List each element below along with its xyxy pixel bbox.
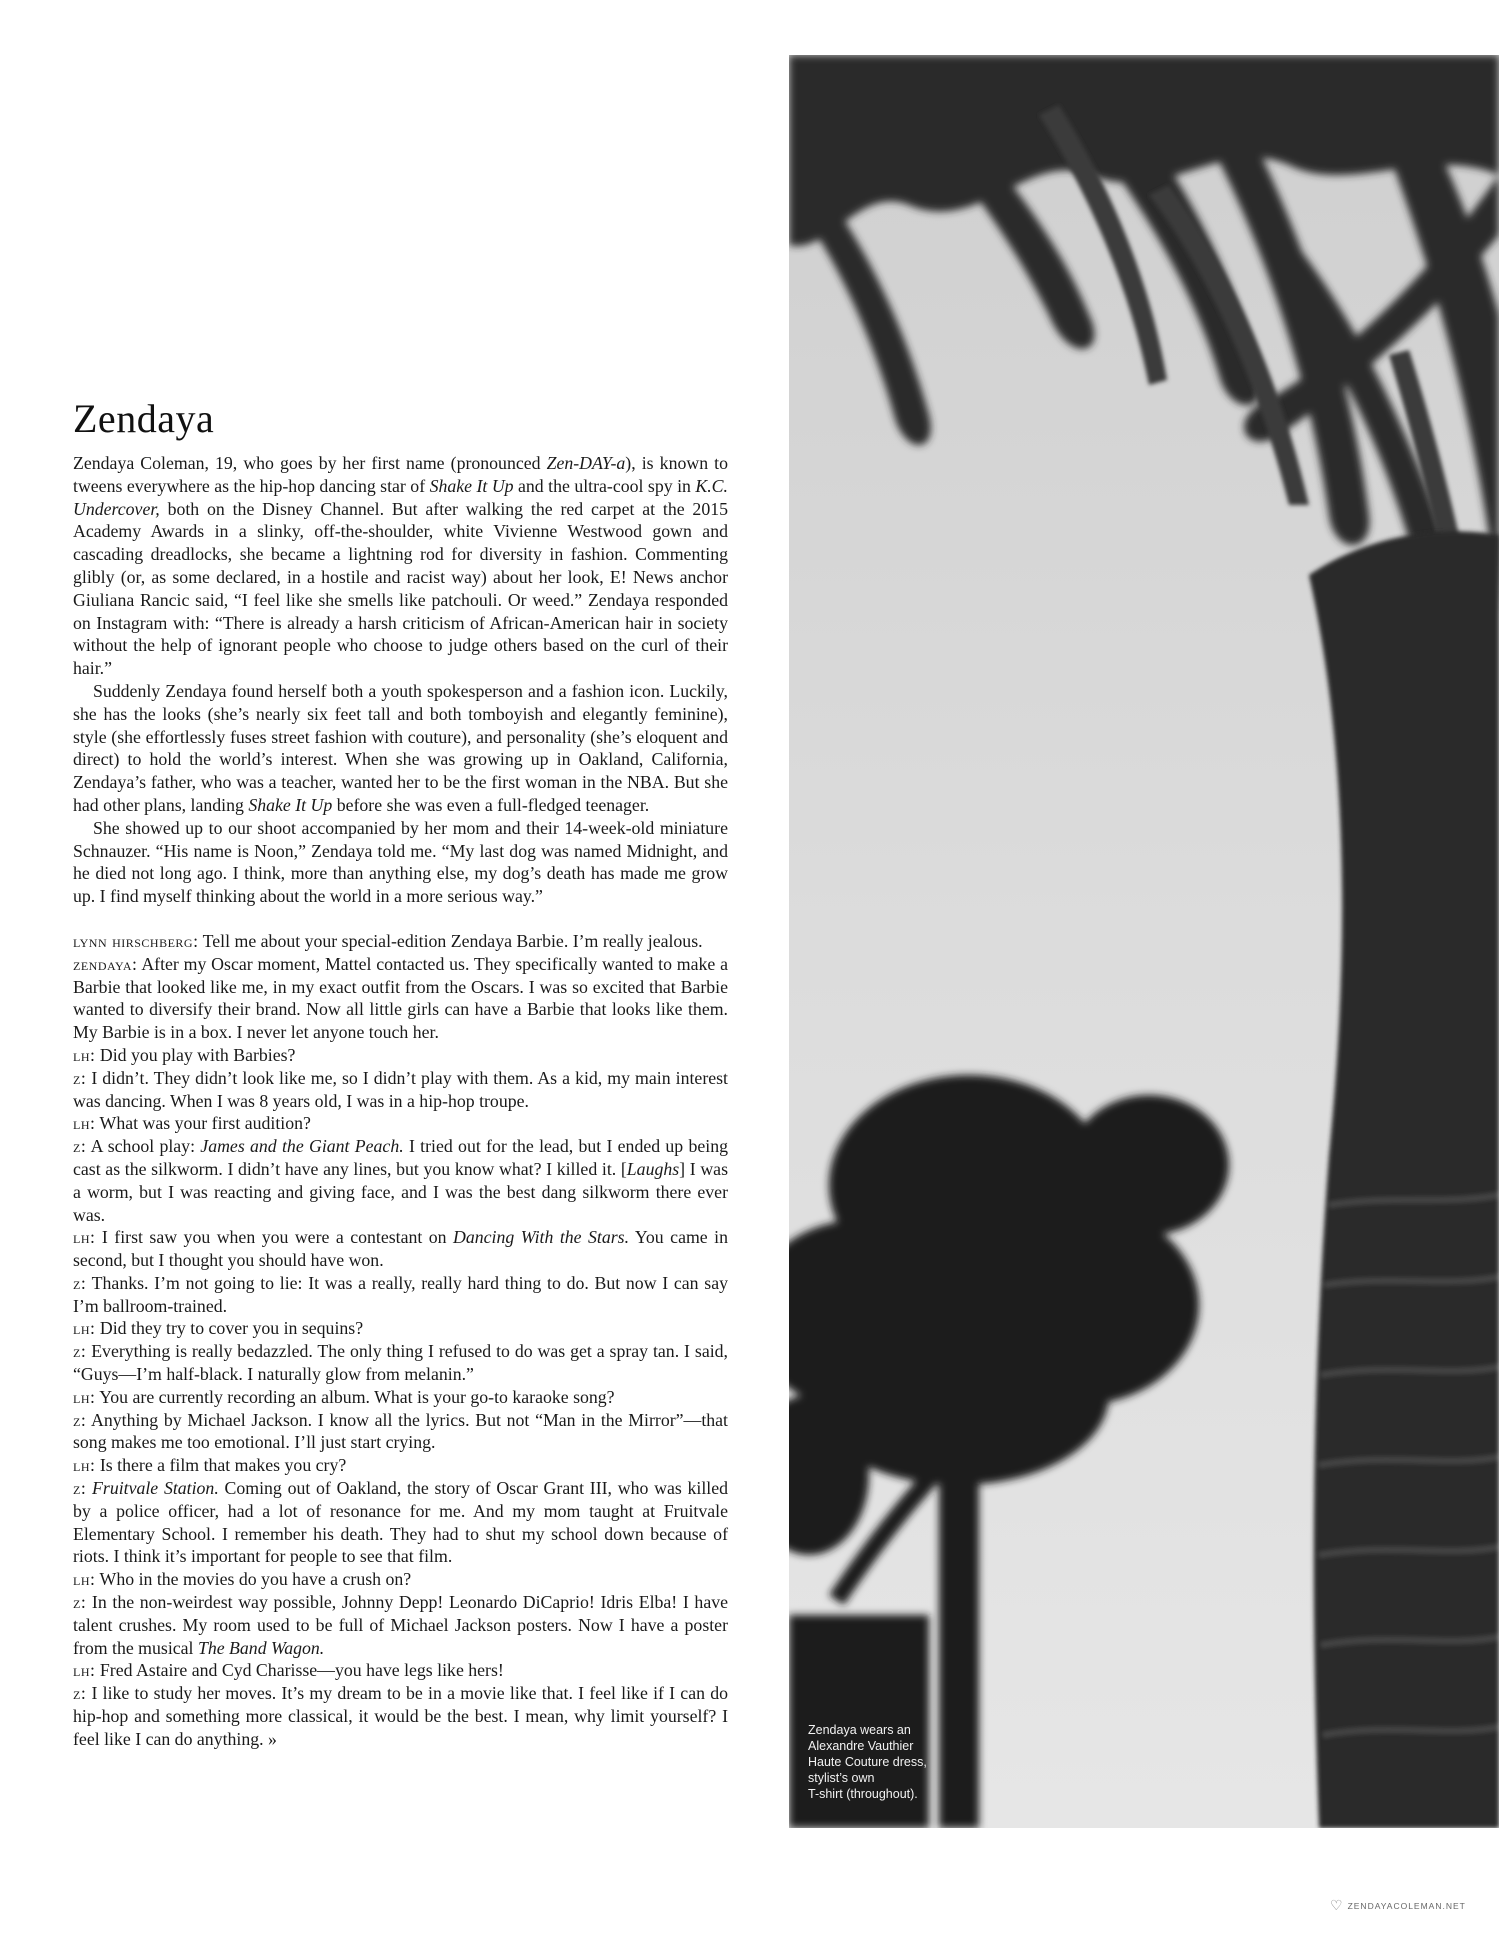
text-run: After my Oscar moment, Mattel contacted us. They specifically wanted to make a Barbie that looked like me, in my exact outfit from the Oscars. I was so excited that Barbie wanted to diversify their brand. Now all little girls can have a Barbie that looks like them. My Barbie is in a box. I never let anyone touch her. — [73, 953, 728, 1043]
italic-text: Laughs — [626, 1158, 680, 1179]
italic-text: The Band Wagon. — [197, 1637, 325, 1658]
text-run: I first saw you when you were a contestant on — [95, 1227, 454, 1248]
italic-text: K.C. Undercover, — [73, 475, 728, 519]
italic-text: Dancing With the Stars. — [453, 1227, 630, 1248]
text-run: Thanks. I’m not going to lie: It was a really, really hard thing to do. But now I can say I’m ballroom-trained. — [73, 1272, 728, 1316]
intro-paragraph — [73, 680, 728, 817]
text-run: Who in the movies do you have a crush on? — [95, 1569, 412, 1590]
text-run: Tell me about your special-edition Zendaya Barbie. I’m really jealous. — [198, 930, 703, 951]
speaker-label: z: — [73, 1683, 87, 1704]
text-run: You came in second, but I thought you should have won. — [73, 1227, 728, 1271]
qa-entry — [73, 1112, 728, 1135]
qa-entry — [73, 1135, 728, 1226]
speaker-label: z: — [73, 1341, 87, 1362]
qa-entry — [73, 1409, 728, 1455]
italic-text: Shake It Up — [429, 475, 514, 496]
qa-entry — [73, 1386, 728, 1409]
caption-line: Alexandre Vauthier — [808, 1739, 914, 1753]
intro-paragraph — [73, 452, 728, 680]
interview-qa — [73, 930, 728, 1751]
speaker-label: lh: — [73, 1113, 96, 1134]
qa-entry — [73, 1272, 728, 1318]
text-run: Did they try to cover you in sequins? — [95, 1318, 364, 1339]
text-run: She showed up to our shoot accompanied by her mom and their 14-week-old miniature Schnauzer. “His name is Noon,” Zendaya told me. “My last dog was named Midnight, and he died not long ago. I think, more than anything else, my dog’s death has made me grow up. I find myself thinking about the world in a more serious way.” — [73, 817, 728, 907]
article-headline: Zendaya — [73, 396, 215, 441]
speaker-label: z: — [73, 1272, 87, 1293]
qa-entry — [73, 930, 728, 953]
text-run: Everything is really bedazzled. The only thing I refused to do was get a spray tan. I said, “Guys—I’m half-black. I naturally glow from melanin.” — [73, 1341, 728, 1385]
text-run: and the ultra-cool spy in — [513, 475, 696, 496]
watermark-text: ZENDAYACOLEMAN.NET — [1347, 1900, 1466, 1911]
text-run: What was your first audition? — [95, 1113, 311, 1134]
qa-entry — [73, 1659, 728, 1682]
qa-entry — [73, 1340, 728, 1386]
text-run: I didn’t. They didn’t look like me, so I didn’t play with them. As a kid, my main interest was dancing. When I was 8 years old, I was in a hip-hop troupe. — [73, 1067, 728, 1111]
speaker-label: lh: — [73, 1660, 96, 1681]
qa-entry — [73, 1477, 728, 1568]
speaker-label: z: — [73, 1067, 87, 1088]
article-intro — [73, 452, 728, 908]
speaker-label: lh: — [73, 1386, 96, 1407]
text-run: I like to study her moves. It’s my dream to be in a movie like that. I feel like if I can do hip-hop and something more classical, it would be the best. I mean, why limit yourself? I feel like I can do anything. » — [73, 1683, 728, 1749]
italic-text: Fruitvale Station. — [92, 1478, 219, 1499]
text-run: Coming out of Oakland, the story of Oscar Grant III, who was killed by a police officer, had a lot of resonance for me. And my mom taught at Fruitvale Elementary School. I remember his death. They had to shut my school down because of riots. I think it’s important for people to see that film. — [73, 1478, 728, 1567]
text-run: ), is known to tweens everywhere as the hip-hop dancing star of — [73, 453, 728, 496]
speaker-label: zendaya: — [73, 953, 138, 974]
text-run: Anything by Michael Jackson. I know all the lyrics. But not “Man in the Mirror”—that song makes me too emotional. I’ll just start crying. — [73, 1409, 728, 1453]
caption-line: T-shirt (throughout). — [808, 1787, 918, 1801]
speaker-label: lh: — [73, 1044, 96, 1065]
caption-line: Haute Couture dress, — [808, 1755, 927, 1769]
qa-entry — [73, 1454, 728, 1477]
speaker-label: lh: — [73, 1318, 96, 1339]
qa-entry — [73, 1591, 728, 1659]
speaker-label: lh: — [73, 1455, 96, 1476]
qa-entry — [73, 1044, 728, 1067]
speaker-label: z: — [73, 1136, 87, 1157]
text-run: I tried out for the lead, but I ended up being cast as the silkworm. I didn’t have any lines, but you know what? I killed it. [ — [73, 1136, 728, 1179]
photo-caption — [808, 1722, 978, 1802]
qa-entry — [73, 1317, 728, 1340]
text-run: Fred Astaire and Cyd Charisse—you have legs like hers! — [95, 1660, 504, 1681]
speaker-label: z: — [73, 1478, 87, 1499]
qa-entry — [73, 1682, 728, 1750]
heart-icon: ♡ — [1330, 1897, 1344, 1913]
caption-line: stylist’s own — [808, 1771, 875, 1785]
intro-paragraph — [73, 817, 728, 908]
italic-text: James and the Giant Peach. — [200, 1136, 404, 1157]
qa-entry — [73, 1067, 728, 1113]
palm-tree-photo — [789, 55, 1499, 1828]
section-spacer — [73, 908, 728, 930]
text-run: You are currently recording an album. What is your go-to karaoke song? — [95, 1386, 615, 1407]
qa-entry — [73, 1568, 728, 1591]
article — [73, 395, 728, 1751]
caption-line: Zendaya wears an — [808, 1723, 911, 1737]
text-run: before she was even a full-fledged teenager. — [332, 794, 650, 815]
text-run: In the non-weirdest way possible, Johnny Depp! Leonardo DiCaprio! Idris Elba! I have talent crushes. My room used to be full of Michael Jackson posters. Now I have a poster from the musical — [73, 1592, 728, 1658]
speaker-label: lh: — [73, 1569, 96, 1590]
italic-text: Zen-DAY-a — [546, 453, 626, 473]
text-run: A school play: — [86, 1136, 201, 1157]
text-run: ] I was a worm, but I was reacting and giving face, and I was the best dang silkworm there ever was. — [73, 1158, 728, 1225]
text-run: Zendaya Coleman, 19, who goes by her first name (pronounced — [73, 453, 547, 473]
qa-entry — [73, 953, 728, 1044]
text-run: Suddenly Zendaya found herself both a youth spokesperson and a fashion icon. Luckily, she has the looks (she’s nearly six feet tall and both tomboyish and elegantly feminine), style (she effortlessly fuses street fashion with couture), and personality (she’s eloquent and direct) to hold the world’s interest. When she was growing up in Oakland, California, Zendaya’s father, who was a teacher, wanted her to be the first woman in the NBA. But she had other plans, landing — [73, 680, 728, 815]
italic-text: Shake It Up — [248, 794, 333, 815]
speaker-label: lynn hirschberg: — [73, 930, 199, 951]
text-run: Is there a film that makes you cry? — [95, 1455, 347, 1476]
speaker-label: z: — [73, 1409, 87, 1430]
qa-entry — [73, 1226, 728, 1272]
text-run: Did you play with Barbies? — [95, 1044, 296, 1065]
site-watermark — [1330, 1897, 1466, 1914]
speaker-label: z: — [73, 1592, 87, 1613]
speaker-label: lh: — [73, 1227, 96, 1248]
text-run: both on the Disney Channel. But after walking the red carpet at the 2015 Academy Awards in a slinky, off-the-shoulder, white Vivienne Westwood gown and cascading dreadlocks, she became a lightning rod for diversity in fashion. Commenting glibly (or, as some declared, in a hostile and racist way) about her look, E! News anchor Giuliana Rancic said, “I feel like she smells like patchouli. Or weed.” Zendaya responded on Instagram with: “There is already a harsh criticism of African-American hair in society without the help of ignorant people who choose to judge others based on the curl of their hair.” — [73, 498, 728, 679]
